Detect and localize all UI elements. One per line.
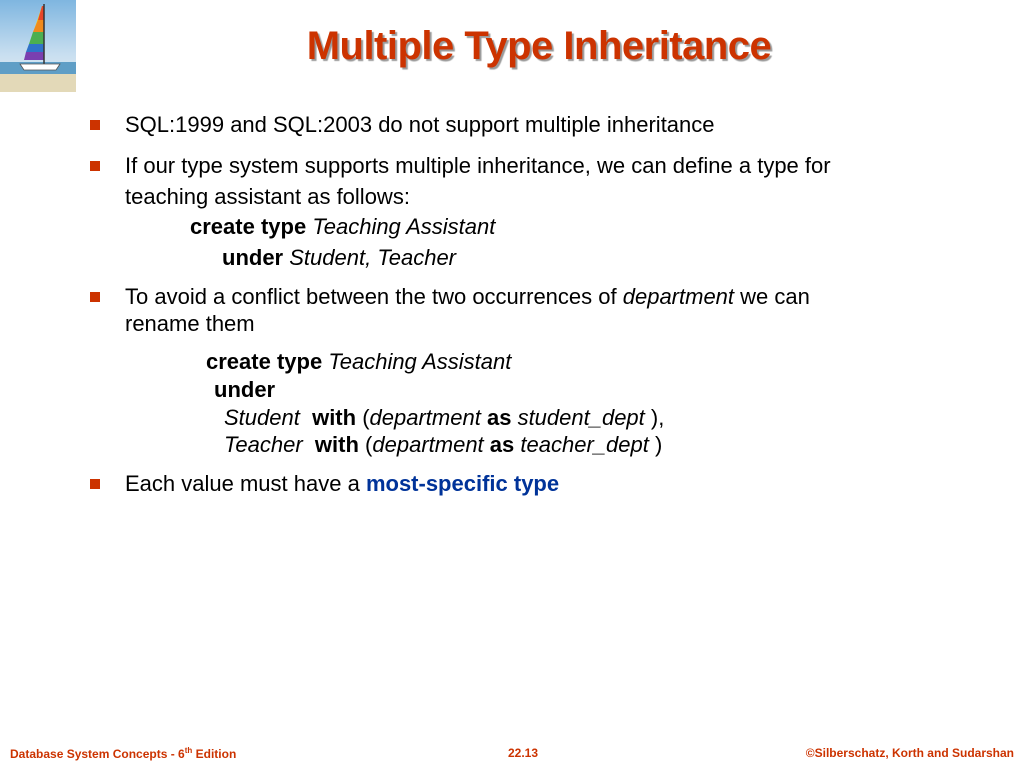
bullet-marker bbox=[90, 479, 100, 489]
open-paren: ( bbox=[362, 405, 370, 430]
keyword-as: as bbox=[489, 432, 515, 457]
footer-book-title bbox=[10, 746, 236, 761]
most-specific-type-highlight: most-specific type bbox=[365, 471, 560, 496]
slide-title: Multiple Type Inheritance bbox=[306, 24, 772, 68]
attribute-department: department bbox=[369, 405, 481, 430]
keyword-with: with bbox=[314, 432, 359, 457]
keyword-under: under bbox=[214, 377, 276, 402]
code2-line-create-type bbox=[206, 349, 511, 375]
bullet-text-3-post: we can bbox=[740, 284, 810, 309]
footer-book-title-sup: th bbox=[184, 746, 193, 755]
bullet-marker bbox=[90, 161, 100, 171]
alias-student-dept: student_dept bbox=[517, 405, 645, 430]
code2-line-under bbox=[214, 377, 275, 403]
code2-line-teacher bbox=[224, 432, 662, 458]
code-line-under bbox=[222, 245, 456, 271]
keyword-with: with bbox=[312, 405, 357, 430]
footer-copyright: ©Silberschatz, Korth and Sudarshan bbox=[805, 746, 1014, 760]
student-type: Student bbox=[224, 405, 300, 430]
bullet-text-3-emphasis: department bbox=[622, 284, 735, 309]
parent-types: Student, Teacher bbox=[289, 245, 457, 270]
open-paren: ( bbox=[365, 432, 373, 457]
teacher-type: Teacher bbox=[224, 432, 303, 457]
alias-teacher-dept: teacher_dept bbox=[520, 432, 649, 457]
keyword-as: as bbox=[486, 405, 512, 430]
bullet-marker bbox=[90, 292, 100, 302]
code2-line-student bbox=[224, 405, 664, 431]
bullet-text-3-line-1 bbox=[125, 284, 810, 310]
keyword-create-type: create type bbox=[190, 214, 307, 239]
type-name: Teaching Assistant bbox=[328, 349, 512, 374]
close-paren: ) bbox=[654, 432, 663, 457]
bullet-text-4 bbox=[125, 471, 559, 497]
type-name: Teaching Assistant bbox=[312, 214, 496, 239]
bullet-text-2-line-1: If our type system supports multiple inheritance, we can define a type for bbox=[125, 153, 831, 178]
bullet-marker bbox=[90, 120, 100, 130]
keyword-create-type: create type bbox=[206, 349, 323, 374]
keyword-under: under bbox=[222, 245, 284, 270]
bullet-text-1: SQL:1999 and SQL:2003 do not support multiple inheritance bbox=[125, 112, 715, 137]
bullet-text-3-line-2: rename them bbox=[125, 311, 255, 336]
footer-book-title-pre: Database System Concepts - 6 bbox=[10, 747, 185, 761]
footer-book-title-post: Edition bbox=[192, 747, 237, 761]
footer-slide-number: 22.13 bbox=[508, 746, 539, 760]
bullet-text-3-pre: To avoid a conflict between the two occurrences of bbox=[125, 284, 617, 309]
bullet-text-4-pre: Each value must have a bbox=[125, 471, 360, 496]
bullet-text-2-line-2: teaching assistant as follows: bbox=[125, 184, 410, 209]
code-line-create-type bbox=[190, 214, 495, 240]
close-paren: ), bbox=[650, 405, 665, 430]
attribute-department: department bbox=[372, 432, 484, 457]
